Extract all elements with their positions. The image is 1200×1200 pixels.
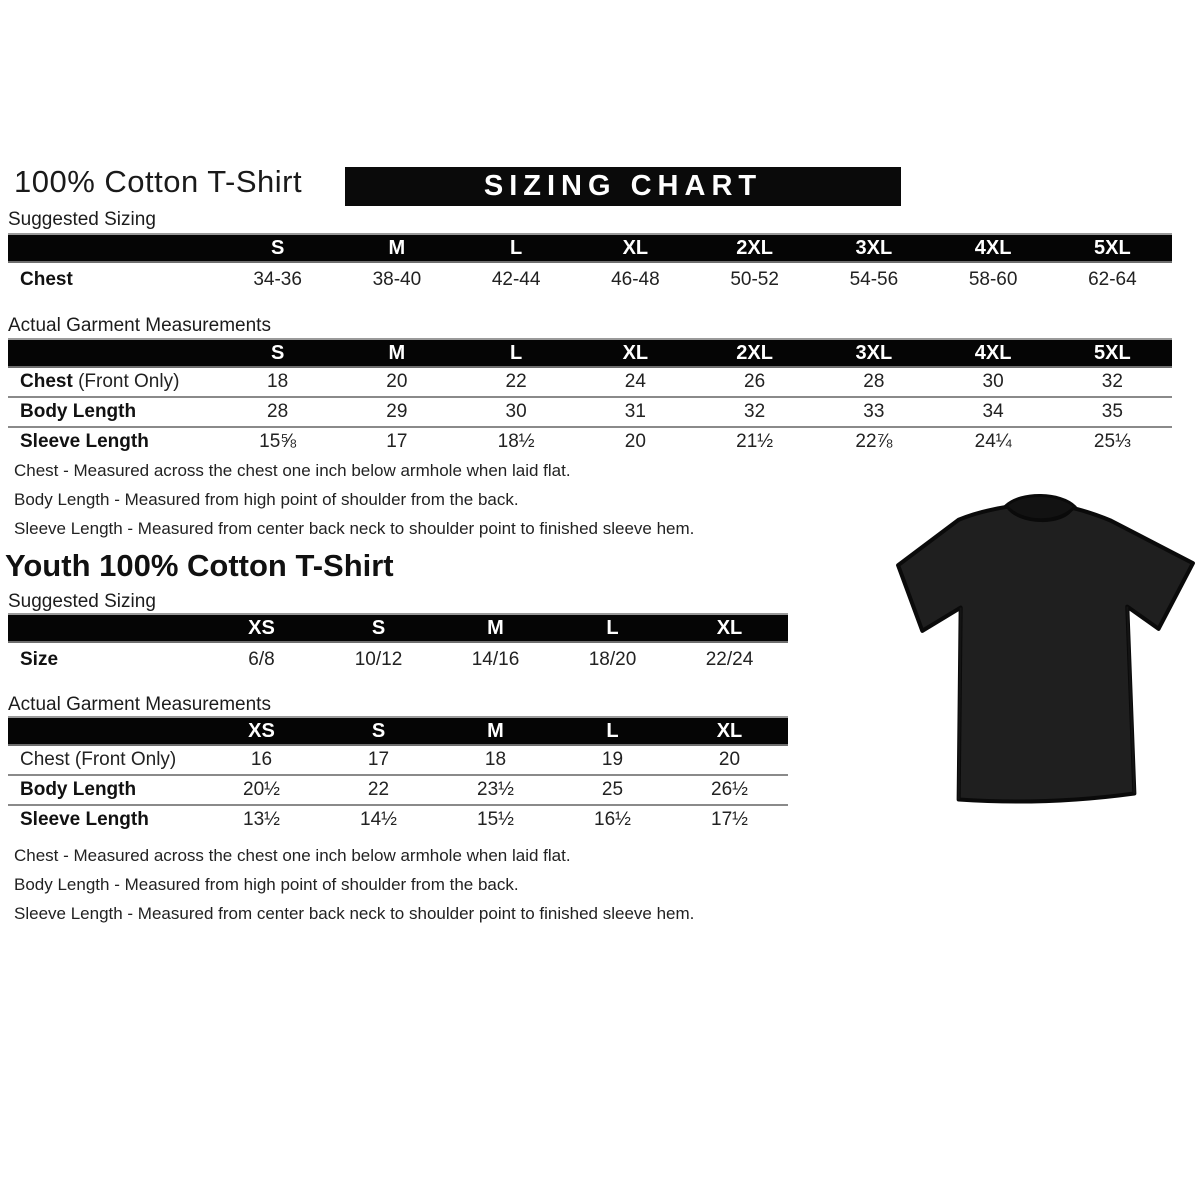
table-row <box>8 428 1172 456</box>
table-row <box>8 368 1172 398</box>
table-cell: 28 <box>863 371 885 392</box>
column-header: M <box>487 719 504 742</box>
table-cell: 18 <box>484 749 507 770</box>
table-cell: 17 <box>367 749 390 770</box>
table-cell: 22 <box>367 779 390 800</box>
table-cell: 20½ <box>243 779 280 800</box>
table-cell: 6/8 <box>248 649 275 670</box>
row-label: Sleeve Length <box>20 809 149 830</box>
table-cell: 14/16 <box>471 649 520 670</box>
adult-suggested-sizing-table <box>8 233 1172 297</box>
column-header: 2XL <box>736 341 773 364</box>
table-cell: 18½ <box>497 431 535 452</box>
table-cell: 38-40 <box>372 269 422 290</box>
table-row <box>8 806 788 834</box>
column-header: M <box>388 236 406 259</box>
row-label: Size <box>20 649 59 670</box>
table-cell: 58-60 <box>968 269 1018 290</box>
column-header: 3XL <box>855 341 893 364</box>
column-header: S <box>270 341 285 364</box>
adult-actual-measurements-label: Actual Garment Measurements <box>8 315 271 336</box>
note-body-length: Body Length - Measured from high point of shoulder from the back. <box>14 490 519 509</box>
black-tshirt-image <box>892 478 1200 812</box>
table-cell: 23½ <box>477 779 514 800</box>
column-header: XL <box>716 719 743 742</box>
table-cell: 14½ <box>360 809 397 830</box>
youth-actual-measurements-label: Actual Garment Measurements <box>8 694 271 715</box>
table-cell: 22⅞ <box>855 431 893 452</box>
table-header-row <box>8 718 788 746</box>
table-cell: 34-36 <box>253 269 302 290</box>
table-cell: 19 <box>601 749 624 770</box>
table-row <box>8 643 788 677</box>
table-cell: 17½ <box>711 809 748 830</box>
youth-title: Youth 100% Cotton T-Shirt <box>5 548 394 583</box>
column-header: XS <box>248 616 275 639</box>
sizing-chart-banner <box>345 167 901 206</box>
table-cell: 10/12 <box>354 649 403 670</box>
table-cell: 15½ <box>477 809 514 830</box>
column-header: 5XL <box>1094 236 1131 259</box>
banner-text: SIZING CHART <box>483 170 763 202</box>
column-header: L <box>510 236 523 259</box>
youth-suggested-sizing-label: Suggested Sizing <box>8 591 156 612</box>
table-row <box>8 398 1172 428</box>
youth-suggested-sizing-table <box>8 613 788 677</box>
table-cell: 62-64 <box>1088 269 1137 290</box>
column-header: L <box>606 719 619 742</box>
table-cell: 30 <box>505 401 527 422</box>
table-cell: 54-56 <box>849 269 899 290</box>
table-cell: 28 <box>267 401 289 422</box>
row-label: Chest (Front Only) <box>20 371 180 392</box>
youth-measurement-notes <box>14 841 694 928</box>
row-label: Body Length <box>20 401 137 422</box>
table-cell: 32 <box>744 401 766 422</box>
table-cell: 26½ <box>711 779 748 800</box>
table-row <box>8 263 1172 297</box>
table-cell: 16 <box>250 749 273 770</box>
row-label: Body Length <box>20 779 137 800</box>
table-cell: 21½ <box>736 431 774 452</box>
table-cell: 18/20 <box>588 649 637 670</box>
row-label: Chest <box>20 269 73 290</box>
table-header-row <box>8 615 788 643</box>
column-header: XL <box>622 236 649 259</box>
table-row <box>8 746 788 776</box>
table-cell: 35 <box>1101 401 1123 422</box>
table-cell: 24¼ <box>974 431 1012 452</box>
row-label: Chest (Front Only) <box>20 749 177 770</box>
table-cell: 30 <box>982 371 1004 392</box>
table-cell: 29 <box>386 401 408 422</box>
table-cell: 42-44 <box>491 269 541 290</box>
column-header: 4XL <box>974 341 1012 364</box>
table-cell: 34 <box>982 401 1004 422</box>
column-header: XS <box>248 719 275 742</box>
adult-measurement-notes <box>14 456 694 543</box>
table-cell: 15⅝ <box>259 431 297 452</box>
table-cell: 50-52 <box>730 269 779 290</box>
column-header: 4XL <box>974 236 1012 259</box>
note-body-length: Body Length - Measured from high point of shoulder from the back. <box>14 875 519 894</box>
adult-actual-measurements-table <box>8 338 1172 456</box>
table-cell: 26 <box>744 371 766 392</box>
table-row <box>8 776 788 806</box>
table-cell: 13½ <box>243 809 280 830</box>
table-cell: 18 <box>267 371 289 392</box>
column-header: S <box>371 719 386 742</box>
table-cell: 17 <box>386 431 408 452</box>
table-header-row <box>8 235 1172 263</box>
column-header: 5XL <box>1094 341 1131 364</box>
column-header: L <box>606 616 619 639</box>
note-chest: Chest - Measured across the chest one inch below armhole when laid flat. <box>14 461 571 480</box>
table-cell: 20 <box>624 431 646 452</box>
column-header: 3XL <box>855 236 893 259</box>
column-header: XL <box>622 341 649 364</box>
column-header: L <box>510 341 523 364</box>
note-chest: Chest - Measured across the chest one inch below armhole when laid flat. <box>14 846 571 865</box>
table-cell: 33 <box>863 401 885 422</box>
table-cell: 25⅓ <box>1093 431 1131 452</box>
table-cell: 25 <box>601 779 624 800</box>
table-cell: 16½ <box>594 809 631 830</box>
column-header: S <box>371 616 386 639</box>
table-cell: 20 <box>718 749 741 770</box>
note-sleeve-length: Sleeve Length - Measured from center back neck to shoulder point to finished sleeve hem. <box>14 519 695 538</box>
column-header: XL <box>716 616 743 639</box>
table-cell: 20 <box>386 371 408 392</box>
table-cell: 24 <box>624 371 646 392</box>
column-header: M <box>487 616 504 639</box>
table-cell: 46-48 <box>611 269 660 290</box>
table-header-row <box>8 340 1172 368</box>
column-header: M <box>388 341 406 364</box>
youth-actual-measurements-table <box>8 716 788 834</box>
column-header: 2XL <box>736 236 773 259</box>
row-label: Sleeve Length <box>20 431 149 452</box>
note-sleeve-length: Sleeve Length - Measured from center back neck to shoulder point to finished sleeve hem. <box>14 904 695 923</box>
adult-suggested-sizing-label: Suggested Sizing <box>8 209 156 230</box>
table-cell: 31 <box>624 401 646 422</box>
column-header: S <box>270 236 285 259</box>
page-title: 100% Cotton T-Shirt <box>14 164 303 199</box>
table-cell: 32 <box>1101 371 1123 392</box>
table-cell: 22/24 <box>705 649 754 670</box>
table-cell: 22 <box>505 371 527 392</box>
